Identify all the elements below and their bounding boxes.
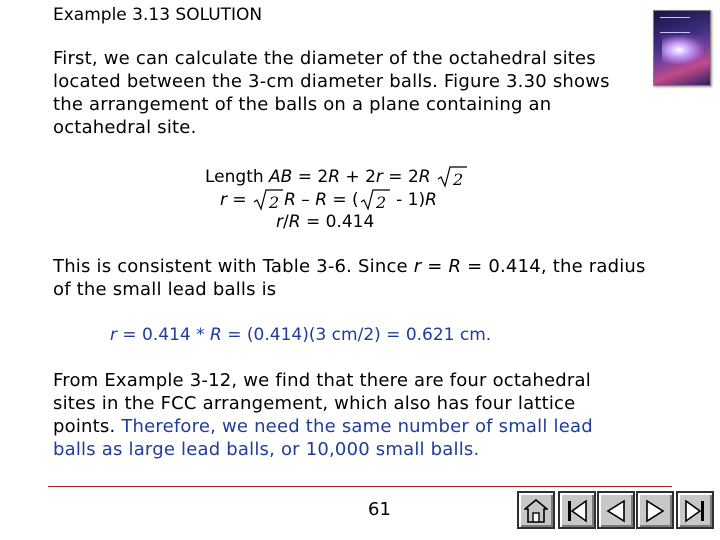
result-mid: = 0.414 * [117,325,211,345]
eq2-text-eq: = [227,190,253,210]
equation-line-2 [220,188,437,212]
p2-var-r-small: r [413,256,422,277]
cover-light-streak [662,35,704,65]
eq3-var-r-big: R [288,212,301,232]
book-cover-image [653,10,711,86]
sqrt-two-symbol [359,188,391,212]
home-button[interactable] [517,491,555,529]
eq3-slash: / [283,212,289,232]
last-page-icon [683,498,707,524]
footer-divider [48,486,672,487]
svg-text:2: 2 [453,170,464,189]
eq2-text-paren: = ( [327,190,359,210]
eq2-var-r-big-2: R [315,190,327,210]
slide-title: Example 3.13 SOLUTION [53,5,263,25]
eq1-var-r-small: r [375,167,383,187]
p3-blue-text: Therefore, we need the same number of small lead balls as large lead balls, or 10,000 small balls. [53,416,593,460]
sqrt-two-symbol [252,188,284,212]
p2-part1: This is consistent with Table 3-6. Since [53,256,414,277]
previous-page-icon [604,498,628,524]
eq2-var-r-big-3: R [425,190,437,210]
home-icon [524,498,548,524]
eq2-var-r-big: R [284,190,296,210]
eq1-var-r-big-2: R [418,167,431,187]
last-page-button[interactable] [676,491,714,529]
next-page-button[interactable] [636,491,674,529]
paragraph-conclusion [53,369,633,461]
next-page-icon [643,498,667,524]
paragraph-intro: First, we can calculate the diameter of the octahedral sites located between the 3-cm diameter balls. Figure 3.30 shows the arrangement of the balls on a plane containing an octahedral site. [53,48,610,138]
eq1-text-plus: + 2 [340,167,376,187]
previous-page-button[interactable] [597,491,635,529]
p2-part5: = 0.414, the radius of the small lead balls is [53,256,646,300]
sqrt-two-symbol [436,165,468,189]
first-page-button[interactable] [558,491,596,529]
svg-text:2: 2 [375,193,386,212]
eq2-text-minus: – [295,190,316,210]
p2-part3: = [421,256,449,277]
equation-line-1 [205,165,468,189]
svg-text:2: 2 [269,193,280,212]
equation-line-3 [276,211,374,233]
result-rest: = (0.414)(3 cm/2) = 0.621 cm. [221,325,492,345]
eq2-var-r-small: r [220,190,227,210]
eq3-var-r-small: r [276,212,283,232]
cover-title-lines [660,17,690,33]
eq3-value: = 0.414 [300,212,375,232]
eq1-text-eq: = 2 [292,167,329,187]
result-var-r-big: R [210,325,222,345]
eq1-var-r-big: R [328,167,341,187]
paragraph-consistency [53,255,653,301]
first-page-icon [565,498,589,524]
result-equation [110,325,491,345]
result-var-r-small: r [110,325,117,345]
p2-var-r-big: R [448,256,462,277]
p3-black-text: From Example 3-12, we find that there are four octahedral sites in the FCC arrangement, which also has four lattice points. [53,370,591,437]
eq1-var-ab: AB [269,167,293,187]
eq2-text-minus-one: - 1) [390,190,426,210]
eq1-text-length: Length [205,167,270,187]
eq1-text-eq2: = 2 [382,167,419,187]
page-number: 61 [368,499,391,520]
